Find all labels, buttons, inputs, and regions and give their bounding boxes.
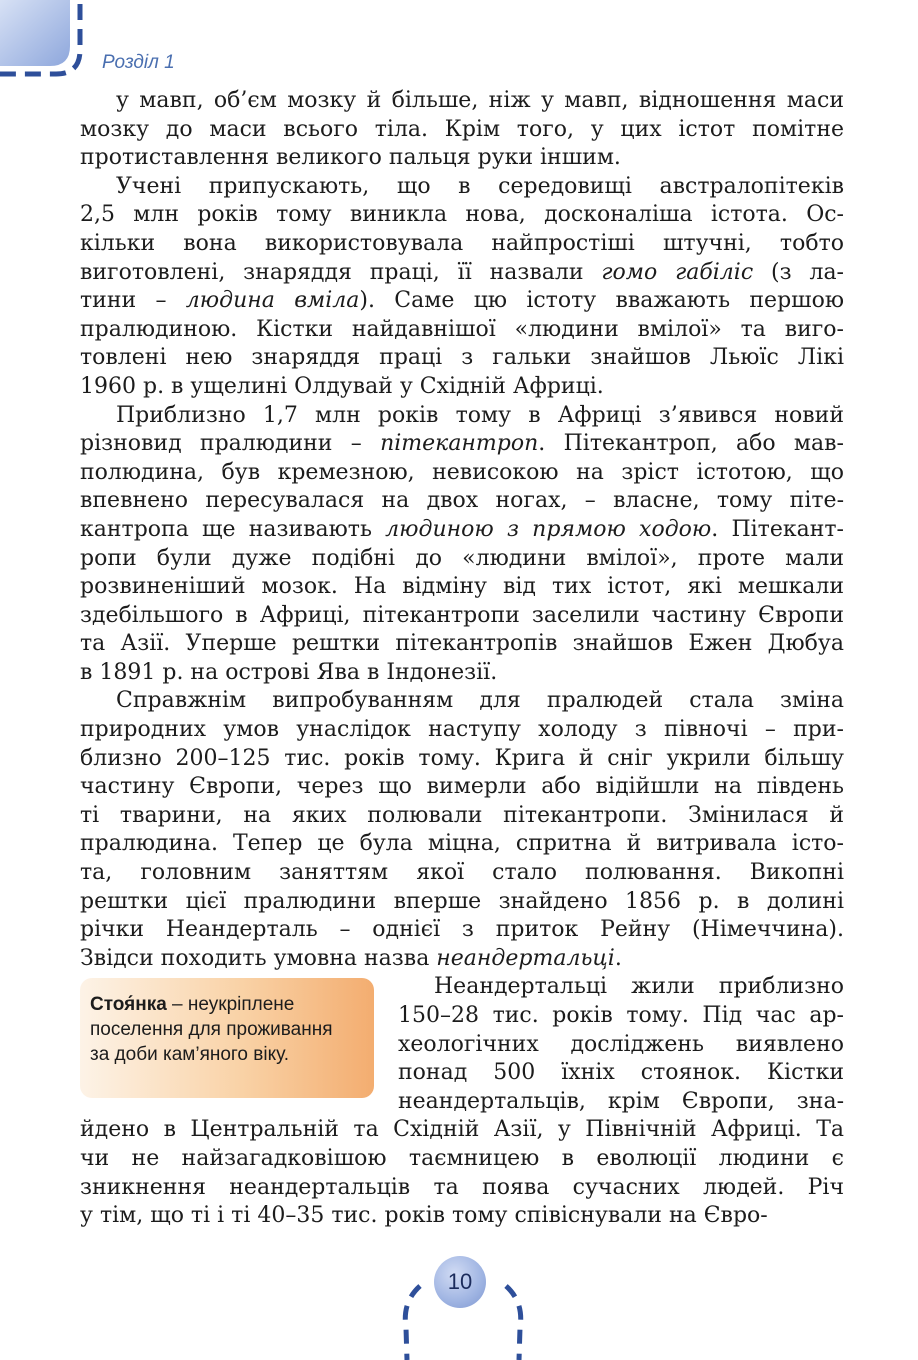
paragraph-1 (80, 87, 844, 173)
text-line: Звідси походить умовна назва неандертальці. (80, 945, 622, 971)
text-line: зникнення неандертальців та поява сучасних людей. Річ (80, 1174, 844, 1200)
text-line: Справжнім випробуванням для пралюдей стала зміна (116, 688, 844, 714)
text-line: виготовлені, знаряддя праці, її назвали гомо габіліс (з ла- (80, 259, 844, 285)
text-line: природних умов унаслідок наступу холоду з півночі – при- (80, 717, 844, 743)
text-line: у тім, що ті і ті 40–35 тис. років тому співіснували на Євро- (80, 1203, 768, 1229)
text-line: понад 500 їхніх стоянок. Кістки (398, 1060, 844, 1086)
text-line: тини – людина вміла). Саме цю істоту вважають першою (80, 288, 844, 314)
text-line: розвиненіший мозок. На відміну від тих істот, які мешкали (80, 574, 844, 600)
definition-box (80, 978, 374, 1098)
definition-body: – неукріплене поселення для проживання за доби кам’яного віку. (90, 994, 333, 1065)
text-line: та, головним заняттям якої стало полювання. Викопні (80, 860, 844, 886)
page-number-block (398, 1256, 528, 1360)
text-line: полюдина, був кремезною, невисокою на зріст істотою, що (80, 459, 844, 485)
paragraph-2 (80, 173, 844, 402)
text-line: пралюдиною. Кістки найдавнішої «людини вмілої» та виго- (80, 316, 844, 342)
text-line: Приблизно 1,7 млн років тому в Африці з’явився новий (116, 402, 844, 428)
text-line: 1960 р. в ущелині Олдувай у Східній Африці. (80, 373, 604, 399)
text-line: йдено в Центральній та Східній Азії, у Північній Африці. Та (80, 1117, 844, 1143)
text-line: різновид пралюдини – пітекантроп. Пітекантроп, або мав- (80, 431, 844, 457)
text-line: річки Неандерталь – однієї з приток Рейну (Німеччина). (80, 917, 844, 943)
text-line: та Азії. Уперше рештки пітекантропів знайшов Ежен Дюбуа (80, 631, 844, 657)
text-line: пралюдина. Тепер це була міцна, спритна й витривала істо- (80, 831, 844, 857)
definition-text (90, 992, 350, 1067)
text-line: мозку до маси всього тіла. Крім того, у цих істот помітне (80, 116, 844, 142)
paragraph-3 (80, 402, 844, 688)
text-line: в 1891 р. на острові Ява в Індонезії. (80, 659, 498, 685)
text-line: впевнено пересувалася на двох ногах, – власне, тому піте- (80, 488, 844, 514)
text-line: протиставлення великого пальця руки іншим. (80, 145, 621, 171)
section-label: Розділ 1 (102, 52, 175, 73)
text-line: частину Європи, через що вимерли або відійшли на південь (80, 774, 844, 800)
text-line: ті тварини, на яких полювали пітекантропи. Змінилася й (80, 802, 844, 828)
text-line: 150–28 тис. років тому. Під час ар- (398, 1003, 844, 1028)
text-line: здебільшого в Африці, пітекантропи заселили частину Європи (80, 602, 844, 628)
text-line: Неандертальці жили приблизно (434, 974, 844, 1000)
text-line: кантропа ще називають людиною з прямою ходою. Пітекант- (80, 516, 844, 542)
text-line: близно 200–125 тис. років тому. Крига й сніг укрили більшу (80, 745, 844, 771)
corner-decoration (0, 0, 86, 78)
text-line: Учені припускають, що в середовищі австралопітеків (116, 173, 844, 199)
text-line: у мавп, об’єм мозку й більше, ніж у мавп, відношення маси (116, 88, 844, 113)
text-line: 2,5 млн років тому виникла нова, досконаліша істота. Ос- (80, 202, 844, 228)
text-line: неандертальців, крім Європи, зна- (398, 1088, 844, 1114)
text-line: рештки цієї пралюдини вперше знайдено 1856 р. в долині (80, 888, 844, 914)
paragraph-4 (80, 687, 844, 973)
text-line: ропи були дуже подібні до «людини вмілої», проте мали (80, 545, 844, 571)
text-line: товлені нею знаряддя праці з гальки знайшов Льюїс Лікі (80, 345, 844, 371)
text-line: хеологічних досліджень виявлено (398, 1031, 844, 1057)
page-number: 10 (434, 1256, 486, 1308)
text-line: чи не найзагадковішою таємницею в еволюції людини є (80, 1145, 844, 1171)
definition-term: Стоя́нка (90, 994, 167, 1015)
text-line: кільки вона використовувала найпростіші штучні, тобто (80, 230, 844, 256)
